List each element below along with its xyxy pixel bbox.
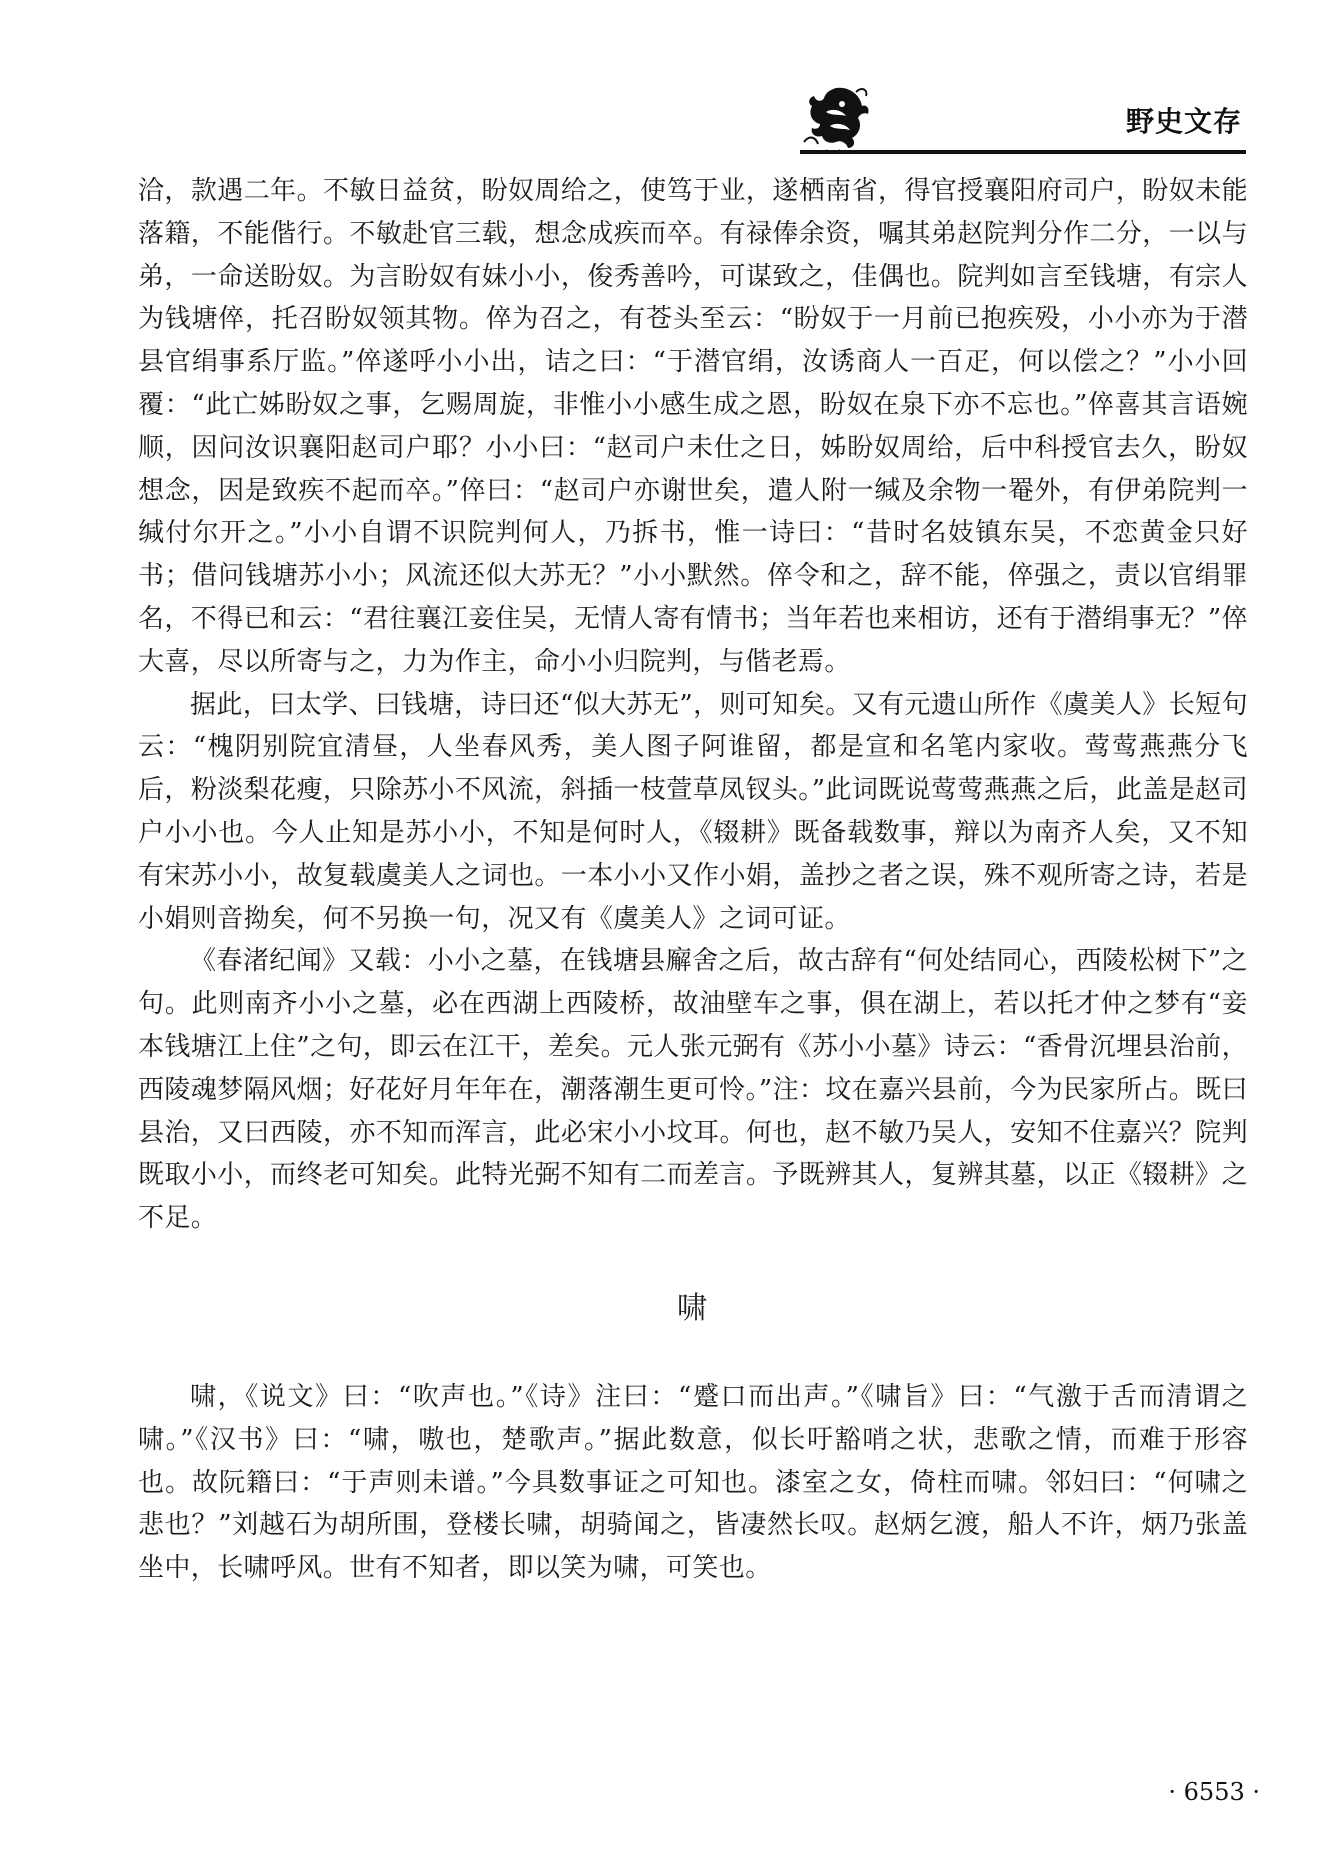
- page-header: [0, 0, 1322, 160]
- paragraph: 啸，《说文》曰：“吹声也。”《诗》注曰：“蹙口而出声。”《啸旨》曰：“气激于舌而清谓之啸。”《汉书》曰：“啸，嗷也，楚歌声。”据此数意，似长吁豁哨之状，悲歌之情，而难于形容也。故阮籍曰：“于声则未谱。”今具数事证之可知也。漆室之女，倚柱而啸。邻妇曰：“何啸之悲也？”刘越石为胡所围，登楼长啸，胡骑闻之，皆凄然长叹。赵炳乞渡，船人不许，炳乃张盖坐中，长啸呼风。世有不知者，即以笑为啸，可笑也。: [138, 1381, 1248, 1584]
- page-number: · 6553 ·: [1168, 1778, 1260, 1806]
- body-text: [138, 170, 1248, 1590]
- running-title: 野史文存: [1125, 105, 1242, 138]
- paragraph-continued: 洽，款遇二年。不敏日益贫，盼奴周给之，使笃于业，遂栖南省，得官授襄阳府司户，盼奴未能落籍，不能偕行。不敏赴官三载，想念成疾而卒。有禄俸余资，嘱其弟赵院判分作二分，一以与弟，一命送盼奴。为言盼奴有妹小小，俊秀善吟，可谋致之，佳偶也。院判如言至钱塘，有宗人为钱塘倅，托召盼奴领其物。倅为召之，有苍头至云：“盼奴于一月前已抱疾殁，小小亦为于潜县官绢事系厅监。”倅遂呼小小出，诘之曰：“于潜官绢，汝诱商人一百疋，何以偿之？”小小回覆：“此亡姊盼奴之事，乞赐周旋，非惟小小感生成之恩，盼奴在泉下亦不忘也。”倅喜其言语婉顺，因问汝识襄阳赵司户耶？小小曰：“赵司户未仕之日，姊盼奴周给，后中科授官去久，盼奴想念，因是致疾不起而卒。”倅曰：“赵司户亦谢世矣，遣人附一缄及余物一罨外，有伊弟院判一缄付尔开之。”小小自谓不识院判何人，乃拆书，惟一诗曰：“昔时名妓镇东吴，不恋黄金只好书；借问钱塘苏小小；风流还似大苏无？”小小默然。倅令和之，辞不能，倅强之，责以官绢罪名，不得已和云：“君往襄江妾住吴，无情人寄有情书；当年若也来相访，还有于潜绢事无？”倅大喜，尽以所寄与之，力为作主，命小小归院判，与偕老焉。: [138, 176, 1248, 677]
- dragon-emblem-icon: [796, 82, 876, 158]
- paragraph: 《春渚纪闻》又载：小小之墓，在钱塘县廨舍之后，故古辞有“何处结同心，西陵松树下”之句。此则南齐小小之墓，必在西湖上西陵桥，故油壁车之事，俱在湖上，若以托才仲之梦有“妾本钱塘江上住”之句，即云在江干，差矣。元人张元弼有《苏小小墓》诗云：“香骨沉埋县治前，西陵魂梦隔风烟；好花好月年年在，潮落潮生更可怜。”注：坟在嘉兴县前，今为民家所占。既曰县治，又曰西陵，亦不知而浑言，此必宋小小坟耳。何也，赵不敏乃吴人，安知不住嘉兴？院判既取小小，而终老可知矣。此特光弼不知有二而差言。予既辨其人，复辨其墓，以正《辍耕》之不足。: [138, 946, 1248, 1234]
- header-rule: [800, 150, 1246, 154]
- paragraph: 据此，曰太学、曰钱塘，诗曰还“似大苏无”，则可知矣。又有元遗山所作《虞美人》长短句云：“槐阴别院宜清昼，人坐春风秀，美人图子阿谁留，都是宣和名笔内家收。莺莺燕燕分飞后，粉淡梨花瘦，只除苏小不风流，斜插一枝萱草凤钗头。”此词既说莺莺燕燕之后，此盖是赵司户小小也。今人止知是苏小小，不知是何时人，《辍耕》既备载数事，辩以为南齐人矣，又不知有宋苏小小，故复载虞美人之词也。一本小小又作小娟，盖抄之者之误，殊不观所寄之诗，若是小娟则音拗矣，何不另换一句，况又有《虞美人》之词可证。: [138, 689, 1248, 934]
- section-title: 啸: [677, 1290, 709, 1326]
